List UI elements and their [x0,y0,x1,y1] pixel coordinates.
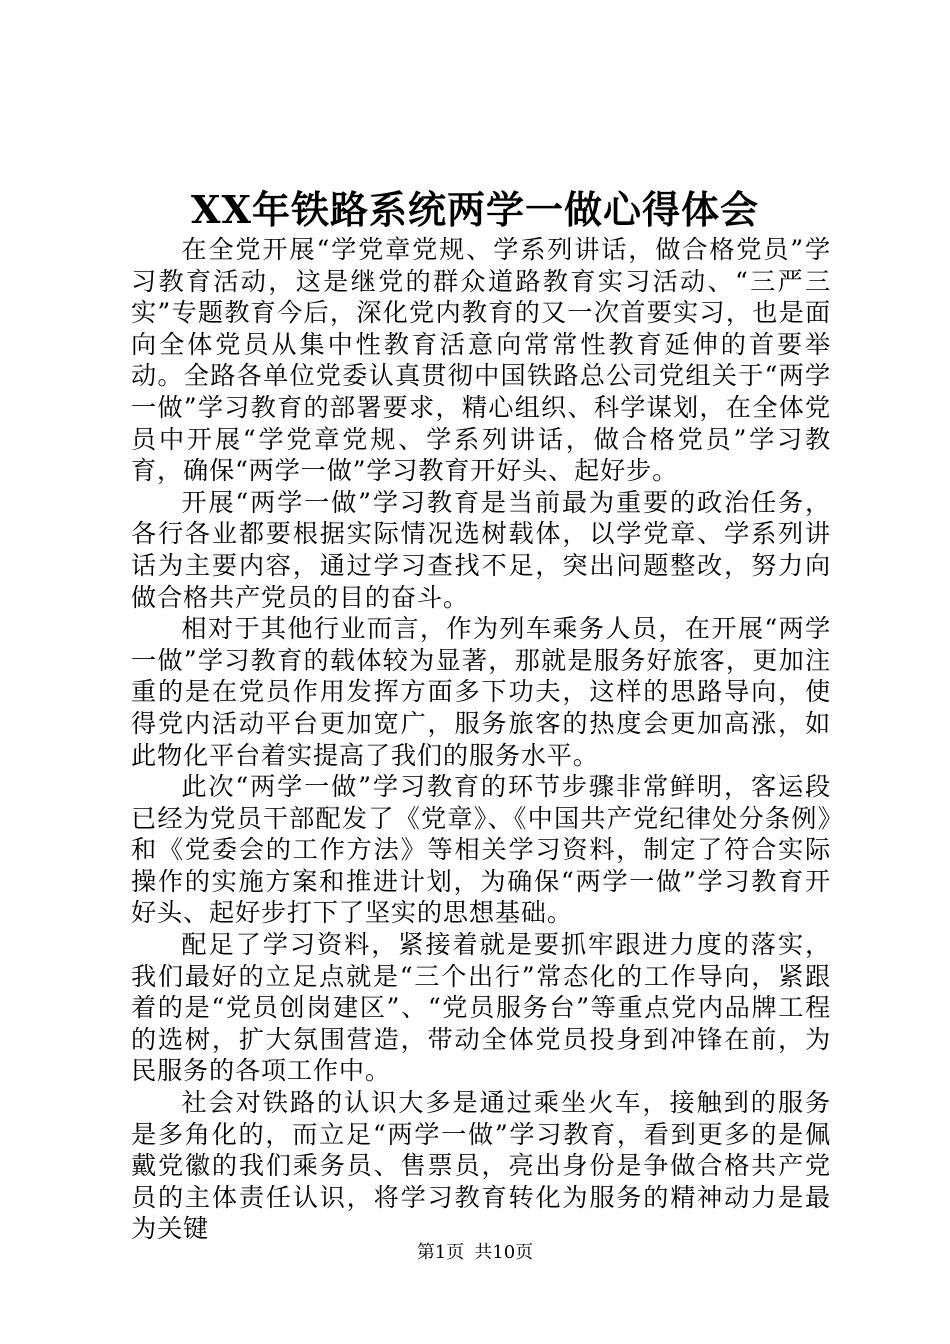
paragraph: 社会对铁路的认识大多是通过乘坐火车，接触到的服务是多角化的，而立足“两学一做”学习教育，看到更多的是佩戴党徽的我们乘务员、售票员，亮出身份是争做合格共产党员的主体责任认识，将学习教育转化为服务的精神动力是最为关键 [131,1088,831,1244]
page-count: 共10页 [474,1242,534,1263]
paragraph: 配足了学习资料，紧接着就是要抓牢跟进力度的落实，我们最好的立足点就是“三个出行”常态化的工作导向，紧跟着的是“党员创岗建区”、“党员服务台”等重点党内品牌工程的选树，扩大氛围营造，带动全体党员投身到冲锋在前，为民服务的各项工作中。 [131,930,831,1086]
document-title: XX年铁路系统两学一做心得体会 [191,187,759,232]
paragraph: 相对于其他行业而言，作为列车乘务人员，在开展“两学一做”学习教育的载体较为显著，那就是服务好旅客，更加注重的是在党员作用发挥方面多下功夫，这样的思路导向，使得党内活动平台更加宽广，服务旅客的热度会更加高涨，如此物化平台着实提高了我们的服务水平。 [131,614,831,770]
page-footer [0,1240,950,1266]
paragraph: 此次“两学一做”学习教育的环节步骤非常鲜明，客运段已经为党员干部配发了《党章》、《中国共产党纪律处分条例》和《党委会的工作方法》等相关学习资料，制定了符合实际操作的实施方案和推进计划，为确保“两学一做”学习教育开好头、起好步打下了坚实的思想基础。 [131,772,831,928]
document-body [131,234,831,1245]
page-number: 第1页 [416,1242,465,1263]
paragraph: 在全党开展“学党章党规、学系列讲话，做合格党员”学习教育活动，这是继党的群众道路教育实习活动、“三严三实”专题教育今后，深化党内教育的又一次首要实习，也是面向全体党员从集中性教育活意向常常性教育延伸的首要举动。全路各单位党委认真贯彻中国铁路总公司党组关于“两学一做”学习教育的部署要求，精心组织、科学谋划，在全体党员中开展“学党章党规、学系列讲话，做合格党员”学习教育，确保“两学一做”学习教育开好头、起好步。 [131,235,831,486]
paragraph: 开展“两学一做”学习教育是当前最为重要的政治任务，各行各业都要根据实际情况选树载体，以学党章、学系列讲话为主要内容，通过学习查找不足，突出问题整改，努力向做合格共产党员的目的奋斗。 [131,487,831,612]
